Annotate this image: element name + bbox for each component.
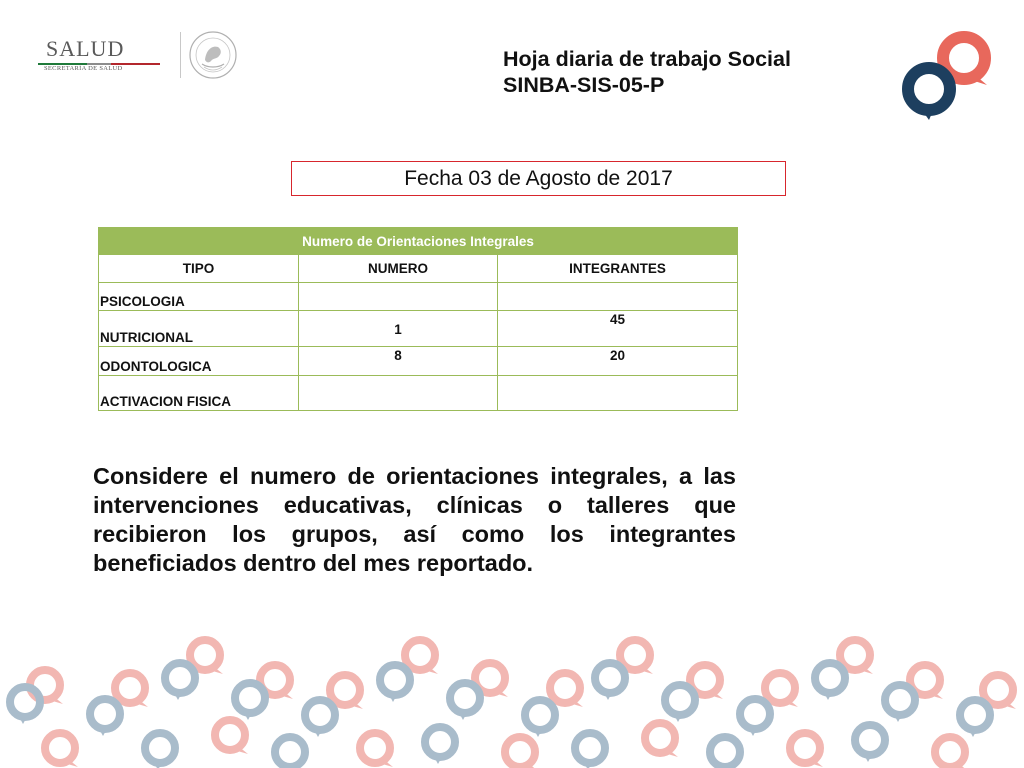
national-seal-icon	[188, 30, 238, 80]
cell-numero	[299, 283, 498, 311]
cell-numero: 1	[299, 311, 498, 347]
page-title-line1: Hoja diaria de trabajo Social	[503, 47, 791, 71]
table-row	[99, 376, 738, 411]
cell-integrantes	[498, 283, 738, 311]
page-title-line2: SINBA-SIS-05-P	[503, 73, 665, 97]
column-header-tipo: TIPO	[99, 255, 299, 283]
pattern-row-bottom	[45, 720, 968, 768]
cell-tipo: PSICOLOGIA	[99, 283, 299, 311]
table-row	[99, 311, 738, 347]
salud-logo-separator	[180, 32, 181, 78]
table-row	[99, 283, 738, 311]
cell-integrantes	[498, 376, 738, 411]
cell-numero: 8	[299, 347, 498, 376]
page-title	[503, 46, 791, 98]
description-text: Considere el numero de orientaciones integrales, a las intervenciones educativas, clínicas o talleres que recibieron los grupos, así como los integrantes beneficiados dentro del mes reportado.	[93, 463, 736, 576]
salud-logo	[34, 30, 214, 82]
cell-tipo: ODONTOLOGICA	[99, 347, 299, 376]
column-header-integrantes: INTEGRANTES	[498, 255, 738, 283]
salud-logo-subtitle: SECRETARÍA DE SALUD	[44, 65, 123, 72]
date-box: Fecha 03 de Agosto de 2017	[291, 161, 786, 196]
cell-integrantes: 20	[498, 347, 738, 376]
cell-tipo: NUTRICIONAL	[99, 311, 299, 347]
chat-rings-pattern	[0, 630, 1024, 768]
table-row	[99, 347, 738, 376]
salud-logo-word: SALUD	[46, 36, 125, 61]
cell-tipo: ACTIVACION FISICA	[99, 376, 299, 411]
cell-numero	[299, 376, 498, 411]
table-title: Numero de Orientaciones Integrales	[99, 228, 738, 255]
orientations-table	[98, 227, 738, 411]
cell-integrantes: 45	[498, 311, 738, 347]
chat-rings-logo-icon	[895, 27, 1000, 125]
column-header-numero: NUMERO	[299, 255, 498, 283]
